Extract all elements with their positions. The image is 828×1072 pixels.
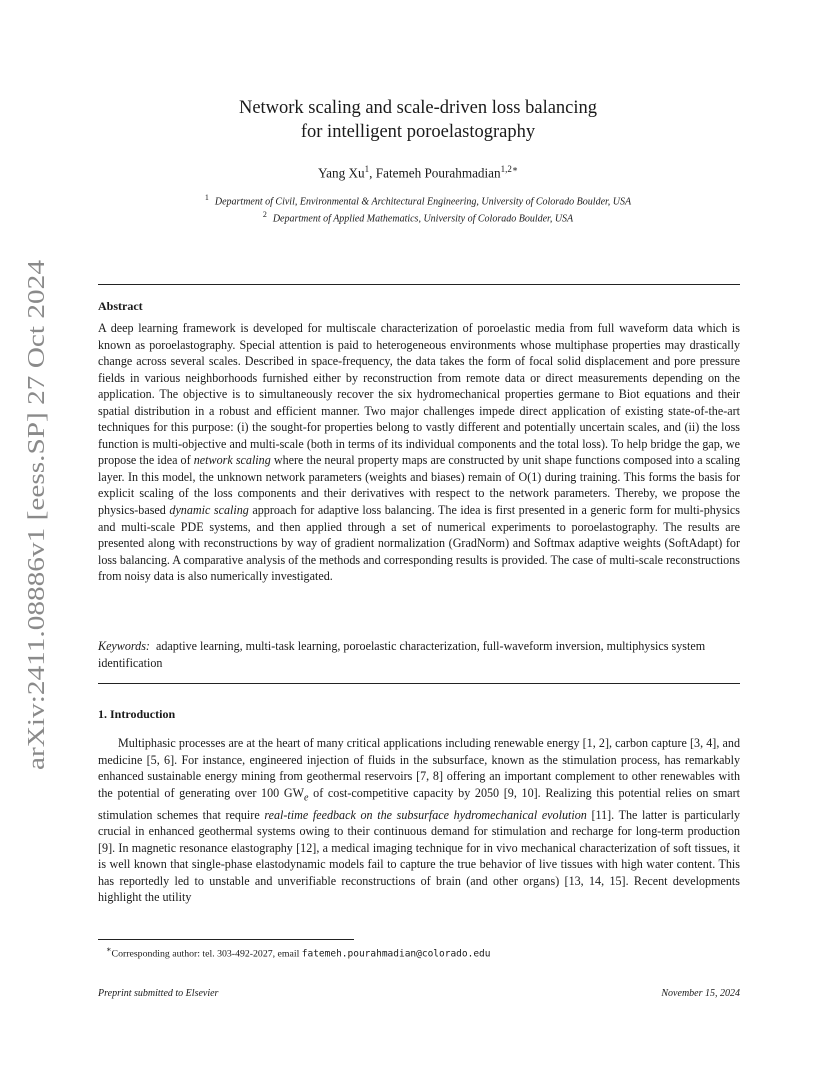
abstract-text-2: where the neural property maps are constructed by unit shape functions composed into a scaling layer. In this model, the unknown network parameters (weights and biases) remain of O(1) during training. This forms the basis for explicit scaling of the loss components and their derivatives with respect to the network parameters. Thereby, we propose the physics-based xyxy=(98,453,740,518)
intro-text: Multiphasic processes are at the heart of many critical applications including renewable energy xyxy=(118,736,583,750)
arxiv-stamp-svg xyxy=(14,250,54,790)
citation-link[interactable]: [1, 2] xyxy=(582,736,609,750)
citation-link[interactable]: [7, 8] xyxy=(416,769,444,784)
affiliation-2-text: Department of Applied Mathematics, University of Colorado Boulder, USA xyxy=(272,213,574,225)
abstract-text-1: A deep learning framework is developed for multiscale characterization of poroelastic media from full waveform data which is known as poroelastography. Special attention is paid to heterogeneous environments whose multiphase properties may drastically change across several scales. Described in space-frequency, the data takes the form of focal solid displacement and pore pressure fields in various neighborhoods furnished either by reconstruction from remote data or direct measurements depending on the application. The objective is to simultaneously recover the six hydromechanical properties germane to Biot equations and their spatial distribution in a robust and efficient manner. Two major challenges impede direct application of existing state-of-the-art techniques for this purpose: (i) the sought-for properties belong to vastly different and potentially uncertain scales, and (ii) the loss function is multi-objective and multi-scale (both in terms of its individual components and the total loss). To help bridge the gap, we propose the idea of xyxy=(98,321,740,468)
author-2-affil: 1,2∗ xyxy=(500,164,519,174)
intro-text: of cost-competitive capacity by 2050 xyxy=(308,785,504,800)
intro-text: . Realizing this potential relies on smart stimulation schemes that require xyxy=(98,785,740,822)
footer-date: November 15, 2024 xyxy=(661,988,740,999)
intro-text: . In magnetic resonance elastography xyxy=(112,840,297,855)
author-1-affil: 1 xyxy=(364,164,370,174)
author-1: Yang Xu xyxy=(317,165,365,181)
intro-text: . For instance, engineered injection of fluids in the subsurface, known as the stimulation process, has remarkably enhanced sustainable energy mining from geothermal reservoirs xyxy=(98,752,741,784)
intro-text: . The latter is particularly crucial in enhanced geothermal systems owing to their continuous demand for stimulation and recharge for long-term production xyxy=(98,807,740,839)
abstract-top-rule xyxy=(98,284,740,285)
intro-emphasis: real-time feedback on the subsurface hydromechanical evolution xyxy=(264,807,587,822)
author-separator: , xyxy=(369,165,376,181)
abstract-text-3: approach for adaptive loss balancing. The idea is first presented in a generic form for multi-physics and multi-scale PDE systems, and then applied through a set of numerical experiments to poroelastography. The results are presented along with reconstructions by way of gradient normalization (GradNorm) and Softmax adaptive weights (SoftAdapt) for loss balancing. A comparative analysis of the methods and corresponding results is provided. The case of multi-scale reconstructions from noisy data is also numerically investigated. xyxy=(98,503,740,584)
footnote xyxy=(106,944,491,959)
affiliation-1-mark: 1 xyxy=(204,193,209,202)
abstract-body xyxy=(98,320,740,585)
abstract-emphasis-1: network scaling xyxy=(193,453,271,468)
footnote-text: Corresponding author: tel. 303-492-2027, email xyxy=(111,948,302,960)
citation-link[interactable]: [9] xyxy=(98,840,113,855)
abstract-emphasis-2: dynamic scaling xyxy=(169,503,249,518)
abstract-bottom-rule xyxy=(98,683,740,684)
affiliation-2 xyxy=(98,210,738,224)
footnote-email[interactable]: fatemeh.pourahmadian@colorado.edu xyxy=(301,948,491,960)
footer-preprint-note: Preprint submitted to Elsevier xyxy=(98,988,219,999)
arxiv-stamp-text: arXiv:2411.08886v1 [eess.SP] 27 Oct 2024 xyxy=(23,343,50,770)
citation-link[interactable]: [13, 14, 15] xyxy=(564,873,626,888)
intro-text: offering an important complement to other renewables with the potential of generating over 100 GW xyxy=(98,769,740,800)
affiliation-2-mark: 2 xyxy=(262,210,267,219)
affiliation-1 xyxy=(98,193,738,207)
section-heading-introduction: 1. Introduction xyxy=(98,707,176,721)
author-2: Fatemeh Pourahmadian xyxy=(375,165,501,181)
authors xyxy=(98,164,738,181)
keywords-label: Keywords: xyxy=(98,639,150,653)
citation-link[interactable]: [12] xyxy=(296,840,317,855)
arxiv-stamp xyxy=(14,250,54,790)
affiliation-1-text: Department of Civil, Environmental & Architectural Engineering, University of Colorado Boulder, USA xyxy=(214,196,632,208)
title-line-2: for intelligent poroelastography xyxy=(300,122,536,142)
introduction-paragraph xyxy=(98,735,740,906)
intro-text: , carbon capture xyxy=(609,736,690,750)
footnote-rule xyxy=(98,939,354,940)
citation-link[interactable]: [9, 10] xyxy=(503,785,538,800)
keywords xyxy=(98,638,740,671)
subscript-e: e xyxy=(304,792,309,804)
paper-title xyxy=(98,96,738,144)
citation-link[interactable]: [3, 4] xyxy=(690,736,717,750)
keywords-text: adaptive learning, multi-task learning, poroelastic characterization, full-waveform inversion, multiphysics system identification xyxy=(98,639,706,670)
intro-text: , a medical imaging technique for in vivo mechanical characterization of soft tissues, it is well known that single-phase elastodynamic models fail to capture the true behavior of live tissues with high water content. This has reportedly led to unstable and unverifiable reconstructions of brain (and other organs) xyxy=(98,840,740,888)
citation-link[interactable]: [11] xyxy=(591,807,612,822)
intro-text: . Recent developments highlight the utility xyxy=(98,873,740,905)
title-line-1: Network scaling and scale-driven loss balancing xyxy=(238,98,598,118)
intro-text: , and medicine xyxy=(98,736,740,767)
citation-link[interactable]: [5, 6] xyxy=(146,752,175,767)
abstract-heading: Abstract xyxy=(98,299,143,313)
footnote-mark: ∗ xyxy=(106,945,112,954)
